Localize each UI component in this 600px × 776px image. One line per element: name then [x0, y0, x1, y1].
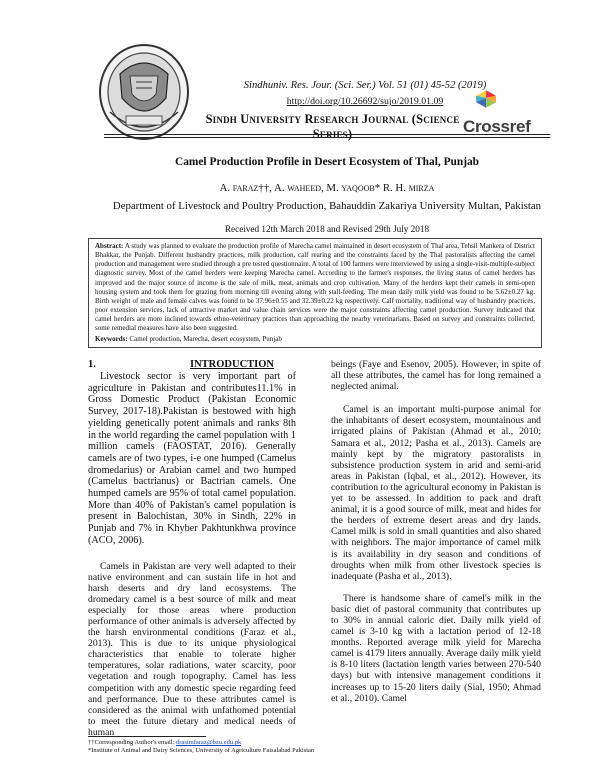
abstract-paragraph	[95, 242, 535, 334]
footnote-affiliation: *Institute of Animal and Dairy Sciences, University of Agriculture Faisalabad Pakistan	[88, 747, 315, 754]
intro-paragraph-1: Livestock sector is very important part of agriculture in Pakistan and contributes11.1% in Gross Domestic Product (Pakistan Economic Survey, 2017-18).Pakistan is bestowed with high yielding genetically potent animals and ranks 8th in the world regarding the camel population with 1 million camels (FAOSTAT, 2016). Generally camels are of two types, i-e one humped (Camelus dromedarius) or Arabian camel and two humped (Camelus bactrianus) or Bactrian camels. One humped camels are 95% of total camel population. More than 40% of Pakistan's camel population is present in Balochistan, 30% in Sindh, 22% in Punjab and 7% in Khyber Pakhtunkhwa province (ACO, 2006).	[88, 371, 296, 546]
header-rule	[104, 134, 550, 135]
corresponding-email-link[interactable]: drasimfaraz@bzu.edu.pk	[176, 739, 242, 746]
crossref-label[interactable]: Crossref	[463, 117, 531, 136]
doi-url[interactable]: http://doi.org/10.26692/sujo/2019.01.09	[286, 96, 444, 107]
university-seal-logo	[96, 42, 192, 142]
footnote-corresponding	[88, 739, 241, 747]
article-title: Camel Production Profile in Desert Ecosystem of Thal, Punjab	[174, 156, 480, 168]
journal-name: Sindh University Research Journal (Science Series)	[205, 112, 460, 141]
journal-citation: Sindhuniv. Res. Jour. (Sci. Ser.) Vol. 51 (01) 45-52 (2019)	[243, 80, 487, 91]
abstract-text: A study was planned to evaluate the production profile of Marecha camel maintained in desert ecosystem of Thal area, Tehsil Mankera of District Bhakkar, the Punjab. Different husbandry practices, milk production, calf rearing and the constraints faced by the Thal pastoralists affecting the camel production and management were studied through a pre tested questionnaire. A total of 100 farmers were interviewed by using a single-visit-multiple-subject diagnostic survey. Most of the camel herders were keeping Marecha camel. According to the farmer's responses, the living status of camel herders has improved and the major source of income is the sale of milk, meat, animals and crop cultivation. Many of the herders kept their camels in semi-open housing system and took them for grazing from morning till evening along with stall-feeding. The mean daily milk yield was found to be 5.62±0.27 kg. Birth weight of male and female calves was found to be 37.96±0.55 and 32.39±0.22 kg respectively. Calf mortality, traditional way of husbandry practices, poor extension services, lack of attractive market and value chain services were the major constraints affecting camel production. Survey indicated that camel herders are more inclined towards ethno-veterinary practices than approaching the nearby veterinarians. Based on survey and constraints collected, some remedial measures have also been suggested.	[95, 242, 535, 333]
corresponding-label: ††Corresponding Author's email:	[88, 739, 175, 746]
intro-paragraph-2: Camels in Pakistan are very well adapted to their native environment and can sustain life in hot and harsh deserts and dry land ecosystems. The dromedary camel is a best source of milk and meat especially for those areas where production performance of other animals is adversely affected by the harsh environmental conditions (Faraz et al., 2013). This is due to its unique physiological characteristics that enable to tolerate higher temperatures, solar radiations, water scarcity, poor vegetation and rough topography. Camel has less competition with any domestic specie regarding feed and performance. Due to these attributes camel is considered as the animal with unfathomed potential to meet the future dietary and medical needs of human	[88, 560, 296, 738]
footnote-rule	[88, 736, 206, 737]
crossref-logo[interactable]	[474, 86, 518, 112]
keywords-text: Camel production, Marecha, desert ecosystem, Punjab	[129, 334, 282, 343]
abstract-box	[88, 238, 542, 348]
intro-paragraph-4: Camel is an important multi-purpose animal for the inhabitants of desert ecosystem, mountainous and irrigated plains of Pakistan (Ahmad et al., 2010; Samara et al., 2012; Pasha et al., 2013). Camels are mainly kept by the migratory pastoralists in subsistence production system in arid and semi-arid areas in Pakistan (Iqbal, et al., 2012). However, its contribution to the agricultural economy in Pakistan is yet to be assessed. In addition to pack and draft animal, it is a good source of milk, meat and hides for the herders of extreme desert areas and dry lands. Camel milk is sold in small quantities and also shared with neighbors. The major importance of camel milk is its availability in dry season and conditions of droughts when milk from other livestock species is inadequate (Pasha et al., 2013).	[331, 404, 541, 582]
intro-paragraph-3: beings (Faye and Esenov, 2005). However, in spite of all these attributes, the camel has for long remained a neglected animal.	[331, 359, 541, 393]
keywords-line	[95, 335, 535, 344]
intro-paragraph-5: There is handsome share of camel's milk in the basic diet of pastoral community that contributes up to 30% in annual caloric diet. Daily milk yield of camel is 3-10 kg with a lactation period of 12-18 months. Reported average milk yield for Marecha camel is 4179 liters annually. Average daily milk yield is 8-10 liters (lactation length varies between 270-540 days) but with intensive management conditions it increases up to 15-20 liters daily (Sial, 1950; Ahmad et al., 2010). Camel	[331, 592, 541, 704]
left-column	[88, 371, 296, 738]
section-number: 1.	[88, 359, 96, 370]
header-rule-thin	[104, 137, 550, 138]
article-authors: A. faraz††, A. waheed, M. yaqoob* R. H. mirza	[219, 182, 435, 194]
abstract-label: Abstract:	[95, 242, 124, 250]
keywords-label: Keywords:	[95, 334, 128, 343]
received-dates: Received 12th March 2018 and Revised 29th July 2018	[224, 224, 430, 234]
author-affiliation: Department of Livestock and Poultry Production, Bahauddin Zakariya University Multan, Pakistan	[112, 200, 542, 212]
right-column	[331, 359, 541, 704]
section-title: INTRODUCTION	[190, 359, 275, 370]
